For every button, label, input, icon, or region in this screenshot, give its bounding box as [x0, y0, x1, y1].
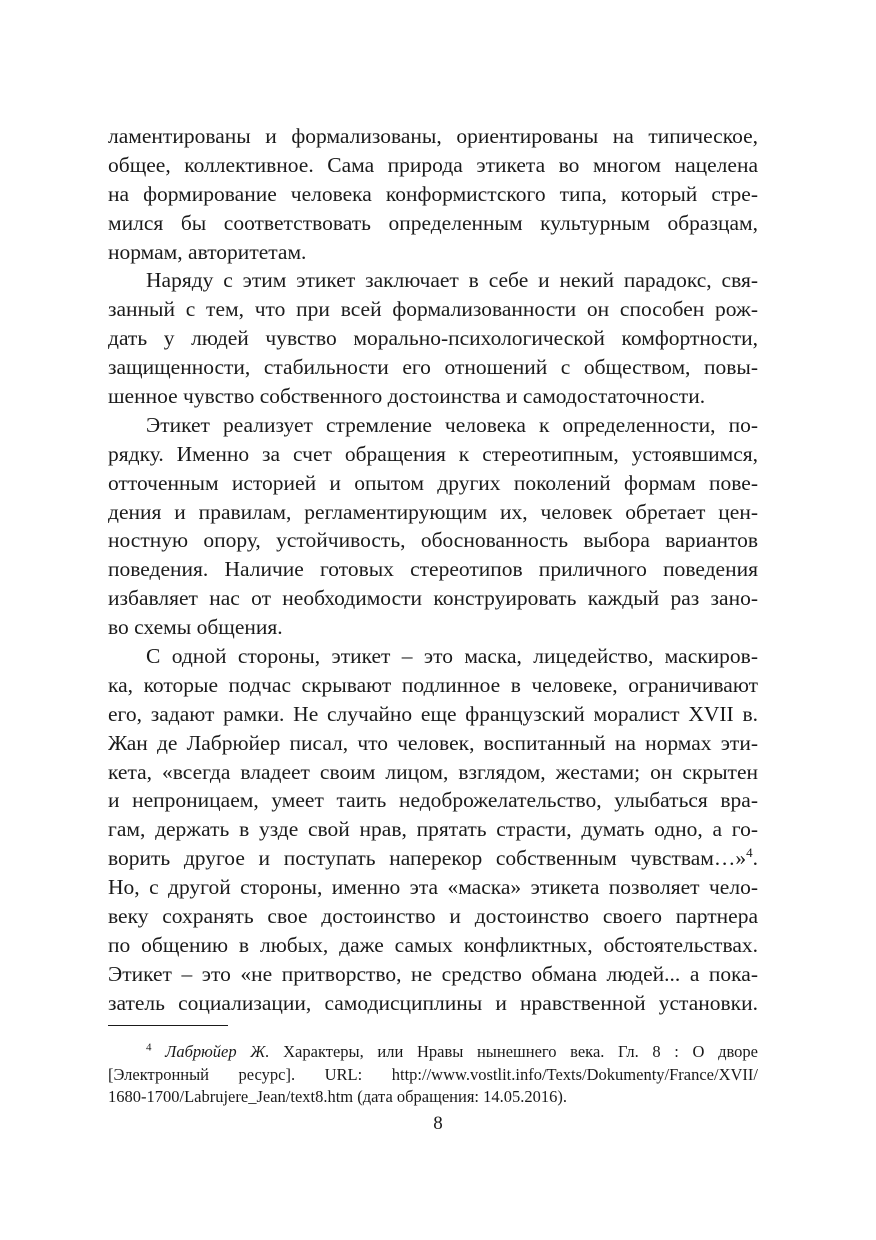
text-line: нормам, авторитетам.	[108, 239, 307, 264]
footnote-url-line[interactable]: 1680-1700/Labrujere_Jean/text8.htm (дата обращения: 14.05.2016).	[108, 1087, 567, 1106]
text-line: поведения. Наличие готовых стереотипов приличного поведения	[108, 557, 758, 582]
footnote-url-line[interactable]: [Электронный ресурс]. URL: http://www.vostlit.info/Texts/Dokumenty/France/XVII/	[108, 1064, 758, 1084]
text-line: Но, с другой стороны, именно эта «маска» этикета позволяет чело-	[108, 875, 758, 900]
paragraph-2	[108, 266, 758, 410]
paragraph-3	[108, 411, 758, 642]
paragraph-1	[108, 122, 758, 266]
text-line: ностную опору, устойчивость, обоснованность выбора вариантов	[108, 528, 758, 553]
text-line: общее, коллективное. Сама природа этикета во многом нацелена	[108, 152, 758, 177]
footnote-reference[interactable]: 4	[746, 845, 753, 861]
text-line: занный с тем, что при всей формализованности он способен рож-	[108, 297, 758, 322]
text-line: С одной стороны, этикет – это маска, лицедейство, маскиров-	[146, 644, 758, 669]
text-line: защищенности, стабильности его отношений с обществом, повы-	[108, 355, 758, 380]
text-line: Наряду с этим этикет заключает в себе и некий парадокс, свя-	[146, 268, 758, 293]
text-line: ка, которые подчас скрывают подлинное в человеке, ограничивают	[108, 672, 758, 697]
text-line: веку сохранять свое достоинство и достоинство своего партнера	[108, 904, 758, 929]
text-line: Этикет – это «не притворство, не средство обмана людей... а пока-	[108, 961, 758, 986]
text-line: кета, «всегда владеет своим лицом, взглядом, жестами; он скрытен	[108, 759, 758, 784]
text-line: на формирование человека конформистского типа, который стре-	[108, 181, 758, 206]
text-line: затель социализации, самодисциплины и нравственной установки.	[108, 990, 758, 1015]
text-line: избавляет нас от необходимости конструировать каждый раз зано-	[108, 586, 758, 611]
text-line: гам, держать в узде свой нрав, прятать страсти, думать одно, а го-	[108, 817, 758, 842]
text-line: ламентированы и формализованы, ориентированы на типическое,	[108, 124, 758, 148]
footnote-number: 4	[146, 1041, 152, 1054]
footnote-line	[108, 1041, 758, 1064]
footnote	[108, 1041, 758, 1109]
text-line-content: ворить другое и поступать наперекор собственным чувствам…»	[108, 846, 747, 871]
text-line: дать у людей чувство морально-психологической комфортности,	[108, 326, 758, 351]
text-line: отточенным историей и опытом других поколений формам пове-	[108, 470, 758, 495]
text-line: и непроницаем, умеет таить недоброжелательство, улыбаться вра-	[108, 788, 758, 813]
text-line: во схемы общения.	[108, 615, 283, 640]
main-text	[108, 122, 758, 1018]
text-line: Этикет реализует стремление человека к определенности, по-	[146, 412, 758, 437]
paragraph-4	[108, 642, 758, 1018]
footnote-author: Лабрюйер Ж.	[165, 1042, 270, 1061]
text-line-with-footnote-ref: ворить другое и поступать наперекор собственным чувствам…»$^4$.	[108, 845, 758, 871]
text-line: по общению в любых, даже самых конфликтных, обстоятельствах.	[108, 932, 758, 957]
text-line: шенное чувство собственного достоинства и самодостаточности.	[108, 384, 706, 409]
footnote-title: Характеры, или Нравы нынешнего века. Гл. 8 : О дворе	[269, 1042, 758, 1061]
text-line: его, задают рамки. Не случайно еще французский моралист XVII в.	[108, 701, 758, 726]
text-line: рядку. Именно за счет обращения к стереотипным, устоявшимся,	[108, 441, 758, 466]
page-number: 8	[433, 1113, 443, 1134]
text-line: мился бы соответствовать определенным культурным образцам,	[108, 210, 758, 235]
text-line: дения и правилам, регламентирующим их, человек обретает цен-	[108, 499, 758, 524]
text-line: Жан де Лабрюйер писал, что человек, воспитанный на нормах эти-	[108, 730, 758, 755]
footnote-separator	[108, 1025, 228, 1026]
